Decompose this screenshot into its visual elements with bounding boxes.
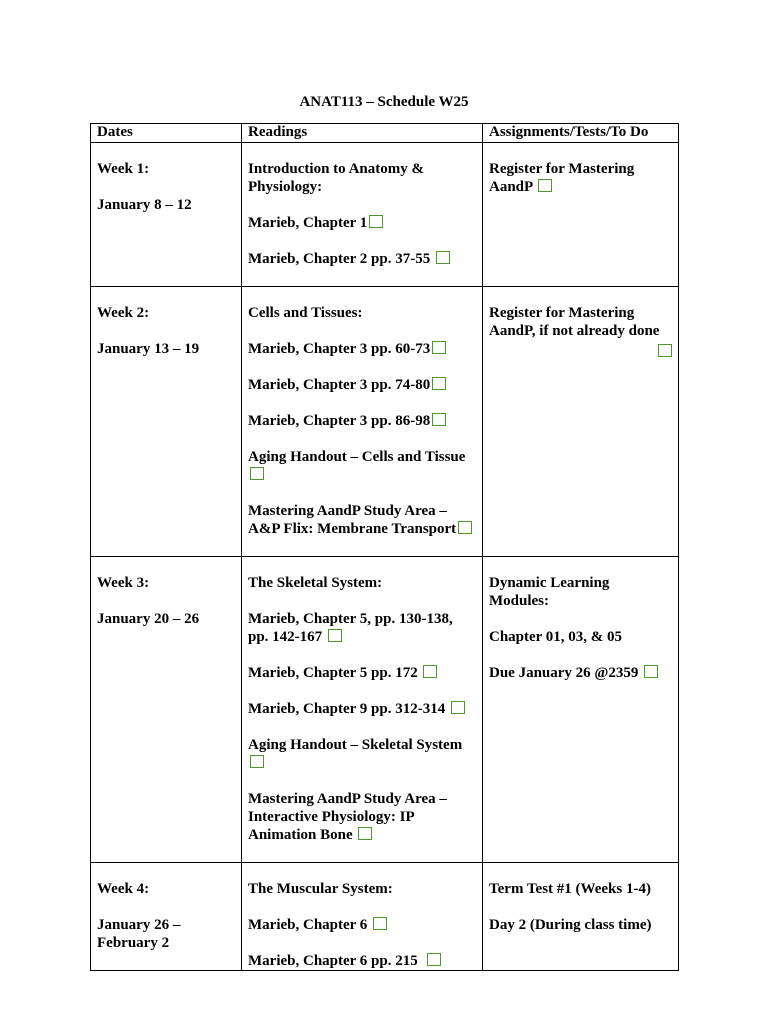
- checkbox-icon[interactable]: [250, 755, 264, 768]
- date-range: January 13 – 19: [97, 341, 200, 357]
- reading-text: Marieb, Chapter 2 pp. 37-55: [248, 251, 431, 267]
- checkbox-icon[interactable]: [369, 215, 383, 228]
- reading-text: Mastering AandP Study Area – A&P Flix: Membrane Transport: [248, 503, 457, 537]
- checkbox-icon[interactable]: [423, 665, 437, 678]
- reading-text: Marieb, Chapter 6 pp. 215: [248, 953, 418, 969]
- assignment-item: Chapter 01, 03, & 05: [489, 629, 623, 645]
- checkbox-icon[interactable]: [358, 827, 372, 840]
- dates-cell: [91, 863, 242, 971]
- assignment-text: Due January 26 @2359: [489, 665, 639, 681]
- reading-text: Mastering AandP Study Area – Interactive Physiology: IP Animation Bone: [248, 791, 447, 843]
- assignment-text: Register for Mastering AandP, if not already done: [489, 305, 660, 339]
- checkbox-icon[interactable]: [432, 413, 446, 426]
- reading-text: Marieb, Chapter 3 pp. 60-73: [248, 341, 431, 357]
- reading-item: [248, 736, 476, 772]
- reading-text: Aging Handout – Skeletal System: [248, 737, 463, 753]
- reading-text: Marieb, Chapter 1: [248, 215, 368, 231]
- reading-item: [248, 916, 476, 934]
- reading-heading: The Skeletal System:: [248, 575, 383, 591]
- header-dates: Dates: [91, 124, 242, 143]
- date-range: January 8 – 12: [97, 197, 192, 213]
- table-row: [91, 863, 679, 971]
- checkbox-icon[interactable]: [250, 467, 264, 480]
- assignments-cell: [483, 557, 679, 863]
- readings-cell: [242, 863, 483, 971]
- checkbox-icon[interactable]: [373, 917, 387, 930]
- assignment-item: [489, 304, 672, 340]
- reading-heading: Introduction to Anatomy & Physiology:: [248, 161, 424, 195]
- reading-item: [248, 448, 476, 484]
- checkbox-icon[interactable]: [658, 344, 672, 357]
- header-readings: Readings: [242, 124, 483, 143]
- table-row: [91, 287, 679, 557]
- readings-cell: [242, 287, 483, 557]
- reading-item: [248, 340, 476, 358]
- assignment-item: [489, 664, 672, 682]
- reading-item: [248, 952, 476, 970]
- header-assignments: Assignments/Tests/To Do: [483, 124, 679, 143]
- checkbox-icon[interactable]: [538, 179, 552, 192]
- reading-item: [248, 250, 476, 268]
- table-row: [91, 143, 679, 287]
- reading-item: [248, 664, 476, 682]
- page-title: ANAT113 – Schedule W25: [299, 94, 469, 110]
- reading-item: [248, 790, 476, 844]
- assignment-item: Day 2 (During class time): [489, 917, 652, 933]
- checkbox-icon[interactable]: [427, 953, 441, 966]
- reading-text: Marieb, Chapter 6: [248, 917, 368, 933]
- assignments-cell: [483, 143, 679, 287]
- checkbox-icon[interactable]: [432, 377, 446, 390]
- readings-cell: [242, 143, 483, 287]
- checkbox-icon[interactable]: [432, 341, 446, 354]
- assignment-item: Dynamic Learning Modules:: [489, 575, 610, 609]
- reading-text: Marieb, Chapter 9 pp. 312-314: [248, 701, 446, 717]
- assignment-item: Term Test #1 (Weeks 1-4): [489, 881, 651, 897]
- reading-item: [248, 412, 476, 430]
- reading-text: Marieb, Chapter 5 pp. 172: [248, 665, 418, 681]
- dates-cell: [91, 557, 242, 863]
- week-label: Week 1:: [97, 161, 150, 177]
- reading-heading: Cells and Tissues:: [248, 305, 363, 321]
- reading-text: Aging Handout – Cells and Tissue: [248, 449, 466, 465]
- reading-text: Marieb, Chapter 5, pp. 130-138, pp. 142-167: [248, 611, 453, 645]
- week-label: Week 4:: [97, 881, 150, 897]
- assignments-cell: [483, 863, 679, 971]
- date-range: January 20 – 26: [97, 611, 200, 627]
- reading-text: Marieb, Chapter 3 pp. 74-80: [248, 377, 431, 393]
- reading-heading: The Muscular System:: [248, 881, 393, 897]
- reading-item: [248, 502, 476, 538]
- week-label: Week 2:: [97, 305, 150, 321]
- assignment-text: Register for Mastering AandP: [489, 161, 635, 195]
- assignment-item: [489, 160, 672, 196]
- date-range: January 26 – February 2: [97, 917, 181, 951]
- reading-item: [248, 376, 476, 394]
- checkbox-icon[interactable]: [451, 701, 465, 714]
- reading-item: [248, 610, 476, 646]
- schedule-table: [90, 123, 679, 971]
- checkbox-icon[interactable]: [458, 521, 472, 534]
- reading-item: [248, 214, 476, 232]
- readings-cell: [242, 557, 483, 863]
- checkbox-icon[interactable]: [644, 665, 658, 678]
- reading-item: [248, 700, 476, 718]
- checkbox-icon[interactable]: [436, 251, 450, 264]
- assignments-cell: [483, 287, 679, 557]
- reading-text: Marieb, Chapter 3 pp. 86-98: [248, 413, 431, 429]
- table-header-row: [91, 124, 679, 143]
- checkbox-icon[interactable]: [328, 629, 342, 642]
- dates-cell: [91, 143, 242, 287]
- dates-cell: [91, 287, 242, 557]
- table-row: [91, 557, 679, 863]
- week-label: Week 3:: [97, 575, 150, 591]
